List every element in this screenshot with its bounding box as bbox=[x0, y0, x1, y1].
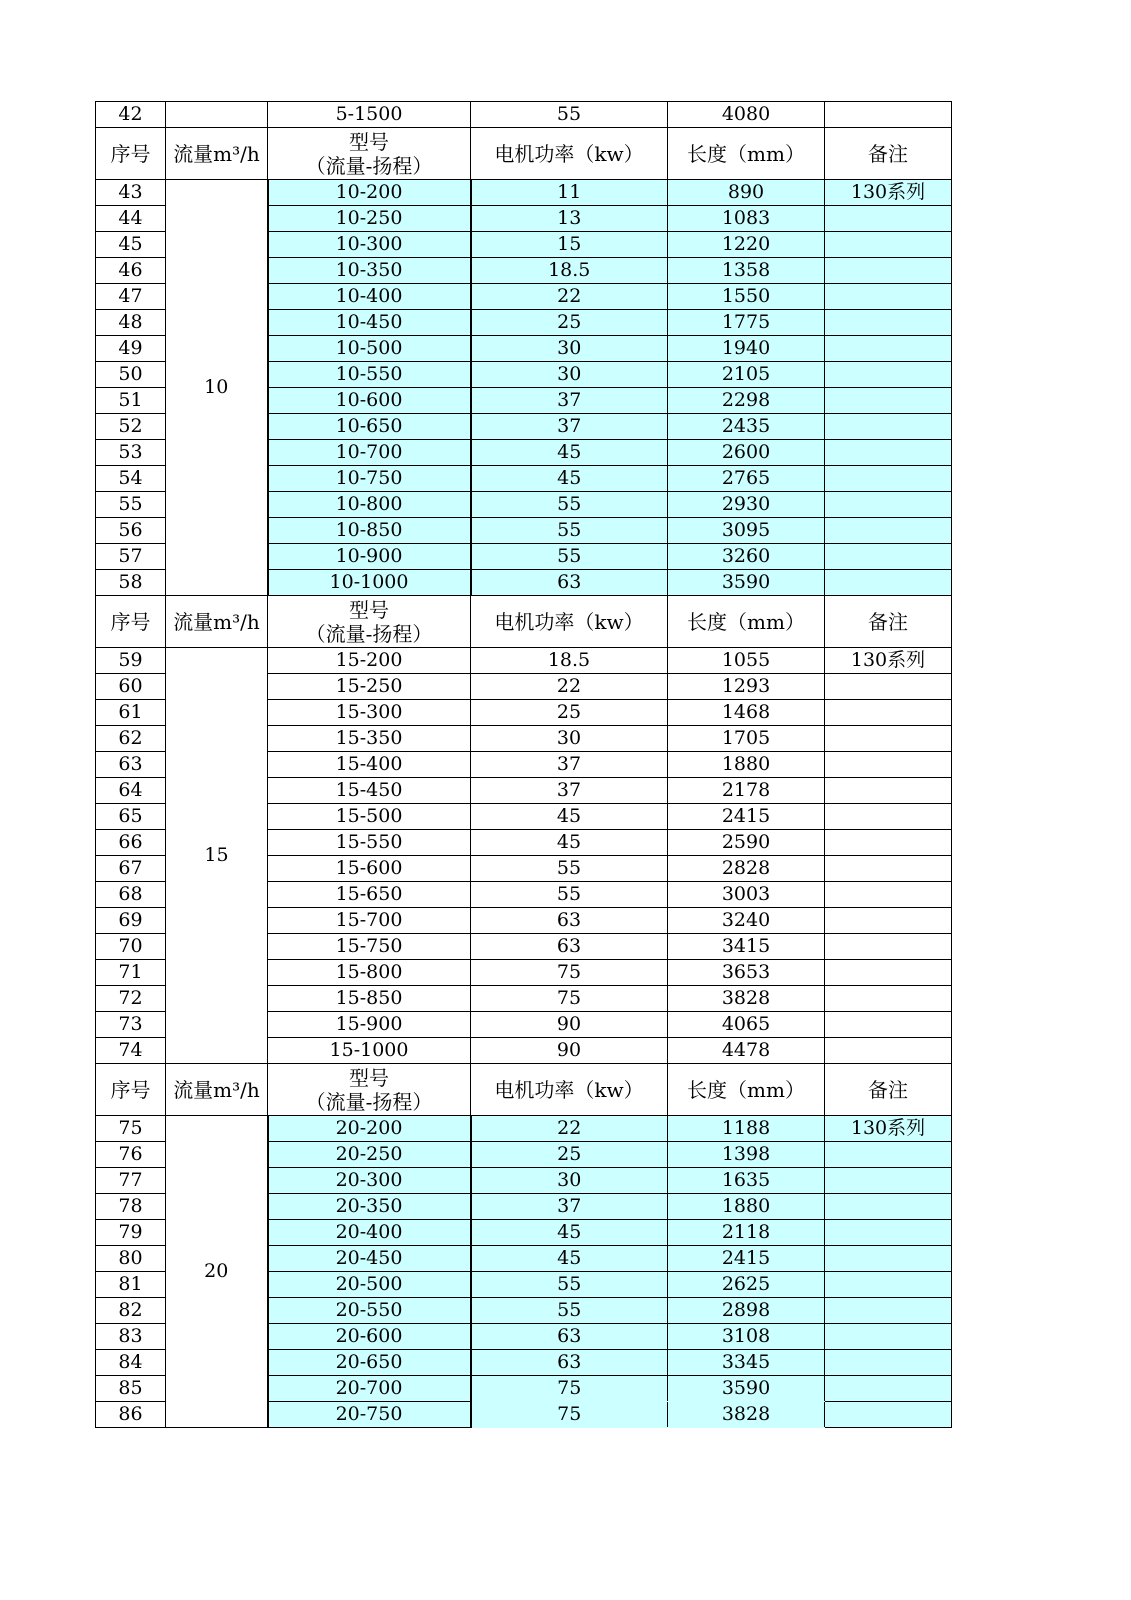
seq-cell: 52 bbox=[96, 414, 166, 440]
model-cell: 10-750 bbox=[268, 466, 471, 492]
seq-cell: 51 bbox=[96, 388, 166, 414]
power-cell: 55 bbox=[471, 856, 668, 882]
note-cell bbox=[825, 1168, 952, 1194]
length-cell: 2105 bbox=[668, 362, 825, 388]
seq-cell: 56 bbox=[96, 518, 166, 544]
note-cell bbox=[825, 492, 952, 518]
table-row bbox=[96, 102, 952, 128]
note-cell bbox=[825, 778, 952, 804]
header-model bbox=[268, 128, 471, 180]
header-model-line1: 型号 bbox=[349, 129, 389, 154]
model-cell: 20-650 bbox=[268, 1350, 471, 1376]
power-cell: 75 bbox=[471, 1402, 668, 1428]
model-cell: 10-850 bbox=[268, 518, 471, 544]
length-cell: 2930 bbox=[668, 492, 825, 518]
power-cell: 45 bbox=[471, 804, 668, 830]
power-cell: 37 bbox=[471, 388, 668, 414]
power-cell: 22 bbox=[471, 284, 668, 310]
length-cell: 2765 bbox=[668, 466, 825, 492]
seq-cell: 48 bbox=[96, 310, 166, 336]
header-seq: 序号 bbox=[96, 596, 166, 648]
model-cell: 20-550 bbox=[268, 1298, 471, 1324]
length-cell: 4065 bbox=[668, 1012, 825, 1038]
model-cell: 20-400 bbox=[268, 1220, 471, 1246]
header-model bbox=[268, 596, 471, 648]
length-cell: 3590 bbox=[668, 570, 825, 596]
power-cell: 37 bbox=[471, 752, 668, 778]
power-cell: 37 bbox=[471, 414, 668, 440]
flow-cell: 10 bbox=[166, 180, 268, 596]
power-cell: 18.5 bbox=[471, 648, 668, 674]
table-row bbox=[96, 180, 952, 206]
note-cell bbox=[825, 1350, 952, 1376]
seq-cell: 61 bbox=[96, 700, 166, 726]
model-cell: 15-500 bbox=[268, 804, 471, 830]
model-cell: 20-600 bbox=[268, 1324, 471, 1350]
note-cell bbox=[825, 1038, 952, 1064]
header-row bbox=[96, 1064, 952, 1116]
note-cell bbox=[825, 726, 952, 752]
seq-cell: 85 bbox=[96, 1376, 166, 1402]
length-cell: 2590 bbox=[668, 830, 825, 856]
seq-cell: 59 bbox=[96, 648, 166, 674]
length-cell: 3260 bbox=[668, 544, 825, 570]
length-cell: 3415 bbox=[668, 934, 825, 960]
seq-cell: 54 bbox=[96, 466, 166, 492]
model-cell: 15-850 bbox=[268, 986, 471, 1012]
flow-cell: 15 bbox=[166, 648, 268, 1064]
note-cell bbox=[825, 1298, 952, 1324]
model-cell: 15-900 bbox=[268, 1012, 471, 1038]
model-cell: 15-700 bbox=[268, 908, 471, 934]
seq-cell: 60 bbox=[96, 674, 166, 700]
model-cell: 15-350 bbox=[268, 726, 471, 752]
header-flow: 流量m³/h bbox=[166, 1064, 268, 1116]
header-power: 电机功率（kw） bbox=[471, 596, 668, 648]
note-cell bbox=[825, 830, 952, 856]
note-cell bbox=[825, 1324, 952, 1350]
power-cell: 25 bbox=[471, 700, 668, 726]
header-model-line1: 型号 bbox=[349, 597, 389, 622]
length-cell: 3240 bbox=[668, 908, 825, 934]
length-cell: 1705 bbox=[668, 726, 825, 752]
model-cell: 20-700 bbox=[268, 1376, 471, 1402]
length-cell: 1358 bbox=[668, 258, 825, 284]
seq-cell: 53 bbox=[96, 440, 166, 466]
header-flow: 流量m³/h bbox=[166, 596, 268, 648]
model-cell: 15-200 bbox=[268, 648, 471, 674]
power-cell: 22 bbox=[471, 1116, 668, 1142]
header-model-line2: （流量-扬程） bbox=[305, 621, 433, 646]
model-cell: 20-500 bbox=[268, 1272, 471, 1298]
seq-cell: 44 bbox=[96, 206, 166, 232]
power-cell: 63 bbox=[471, 570, 668, 596]
model-cell: 10-250 bbox=[268, 206, 471, 232]
power-cell: 90 bbox=[471, 1012, 668, 1038]
seq-cell: 76 bbox=[96, 1142, 166, 1168]
length-cell: 2415 bbox=[668, 804, 825, 830]
note-cell bbox=[825, 908, 952, 934]
length-cell: 1775 bbox=[668, 310, 825, 336]
power-cell: 30 bbox=[471, 726, 668, 752]
seq-cell: 71 bbox=[96, 960, 166, 986]
length-cell: 1880 bbox=[668, 752, 825, 778]
header-length: 长度（mm） bbox=[668, 596, 825, 648]
header-seq: 序号 bbox=[96, 1064, 166, 1116]
power-cell: 75 bbox=[471, 1376, 668, 1402]
note-cell bbox=[825, 1012, 952, 1038]
seq-cell: 84 bbox=[96, 1350, 166, 1376]
seq-cell: 42 bbox=[96, 102, 166, 128]
note-cell bbox=[825, 362, 952, 388]
header-model-line2: （流量-扬程） bbox=[305, 153, 433, 178]
model-cell: 10-650 bbox=[268, 414, 471, 440]
note-cell bbox=[825, 518, 952, 544]
table-body bbox=[96, 102, 952, 1428]
flow-cell: 20 bbox=[166, 1116, 268, 1428]
seq-cell: 70 bbox=[96, 934, 166, 960]
note-cell bbox=[825, 1220, 952, 1246]
power-cell: 55 bbox=[471, 882, 668, 908]
table-row bbox=[96, 1116, 952, 1142]
length-cell: 3828 bbox=[668, 986, 825, 1012]
seq-cell: 58 bbox=[96, 570, 166, 596]
seq-cell: 80 bbox=[96, 1246, 166, 1272]
model-cell: 10-450 bbox=[268, 310, 471, 336]
header-power: 电机功率（kw） bbox=[471, 1064, 668, 1116]
power-cell: 15 bbox=[471, 232, 668, 258]
power-cell: 75 bbox=[471, 960, 668, 986]
power-cell: 22 bbox=[471, 674, 668, 700]
seq-cell: 82 bbox=[96, 1298, 166, 1324]
power-cell: 18.5 bbox=[471, 258, 668, 284]
model-cell: 5-1500 bbox=[268, 102, 471, 128]
power-cell: 90 bbox=[471, 1038, 668, 1064]
length-cell: 4080 bbox=[668, 102, 825, 128]
note-cell: 130系列 bbox=[825, 180, 952, 206]
power-cell: 25 bbox=[471, 310, 668, 336]
power-cell: 30 bbox=[471, 336, 668, 362]
model-cell: 15-550 bbox=[268, 830, 471, 856]
power-cell: 25 bbox=[471, 1142, 668, 1168]
length-cell: 1550 bbox=[668, 284, 825, 310]
model-cell: 15-450 bbox=[268, 778, 471, 804]
seq-cell: 45 bbox=[96, 232, 166, 258]
power-cell: 45 bbox=[471, 1220, 668, 1246]
note-cell bbox=[825, 752, 952, 778]
model-cell: 20-300 bbox=[268, 1168, 471, 1194]
seq-cell: 73 bbox=[96, 1012, 166, 1038]
power-cell: 55 bbox=[471, 544, 668, 570]
model-cell: 10-600 bbox=[268, 388, 471, 414]
note-cell bbox=[825, 440, 952, 466]
note-cell bbox=[825, 674, 952, 700]
power-cell: 37 bbox=[471, 1194, 668, 1220]
length-cell: 1398 bbox=[668, 1142, 825, 1168]
power-cell: 55 bbox=[471, 492, 668, 518]
seq-cell: 46 bbox=[96, 258, 166, 284]
seq-cell: 74 bbox=[96, 1038, 166, 1064]
header-power: 电机功率（kw） bbox=[471, 128, 668, 180]
power-cell: 45 bbox=[471, 440, 668, 466]
header-length: 长度（mm） bbox=[668, 128, 825, 180]
note-cell bbox=[825, 986, 952, 1012]
note-cell bbox=[825, 284, 952, 310]
length-cell: 2298 bbox=[668, 388, 825, 414]
length-cell: 890 bbox=[668, 180, 825, 206]
length-cell: 1468 bbox=[668, 700, 825, 726]
model-cell: 10-500 bbox=[268, 336, 471, 362]
model-cell: 10-300 bbox=[268, 232, 471, 258]
model-cell: 10-550 bbox=[268, 362, 471, 388]
note-cell bbox=[825, 804, 952, 830]
note-cell bbox=[825, 206, 952, 232]
power-cell: 11 bbox=[471, 180, 668, 206]
power-cell: 63 bbox=[471, 1324, 668, 1350]
header-note: 备注 bbox=[825, 1064, 952, 1116]
model-cell: 10-350 bbox=[268, 258, 471, 284]
header-model bbox=[268, 1064, 471, 1116]
note-cell bbox=[825, 1194, 952, 1220]
model-cell: 10-1000 bbox=[268, 570, 471, 596]
length-cell: 3108 bbox=[668, 1324, 825, 1350]
model-cell: 15-1000 bbox=[268, 1038, 471, 1064]
model-cell: 20-750 bbox=[268, 1402, 471, 1428]
seq-cell: 81 bbox=[96, 1272, 166, 1298]
length-cell: 3095 bbox=[668, 518, 825, 544]
model-cell: 10-700 bbox=[268, 440, 471, 466]
header-length: 长度（mm） bbox=[668, 1064, 825, 1116]
power-cell: 55 bbox=[471, 518, 668, 544]
seq-cell: 62 bbox=[96, 726, 166, 752]
pump-spec-table bbox=[95, 101, 952, 1428]
model-cell: 20-450 bbox=[268, 1246, 471, 1272]
model-cell: 20-200 bbox=[268, 1116, 471, 1142]
length-cell: 3003 bbox=[668, 882, 825, 908]
power-cell: 45 bbox=[471, 466, 668, 492]
length-cell: 3653 bbox=[668, 960, 825, 986]
length-cell: 1220 bbox=[668, 232, 825, 258]
model-cell: 10-900 bbox=[268, 544, 471, 570]
seq-cell: 75 bbox=[96, 1116, 166, 1142]
length-cell: 2415 bbox=[668, 1246, 825, 1272]
seq-cell: 77 bbox=[96, 1168, 166, 1194]
note-cell bbox=[825, 466, 952, 492]
header-note: 备注 bbox=[825, 128, 952, 180]
model-cell: 15-650 bbox=[268, 882, 471, 908]
length-cell: 2118 bbox=[668, 1220, 825, 1246]
note-cell bbox=[825, 960, 952, 986]
seq-cell: 83 bbox=[96, 1324, 166, 1350]
seq-cell: 86 bbox=[96, 1402, 166, 1428]
note-cell bbox=[825, 544, 952, 570]
seq-cell: 65 bbox=[96, 804, 166, 830]
header-seq: 序号 bbox=[96, 128, 166, 180]
length-cell: 1940 bbox=[668, 336, 825, 362]
seq-cell: 67 bbox=[96, 856, 166, 882]
header-row bbox=[96, 128, 952, 180]
power-cell: 55 bbox=[471, 1272, 668, 1298]
seq-cell: 55 bbox=[96, 492, 166, 518]
note-cell bbox=[825, 934, 952, 960]
model-cell: 15-250 bbox=[268, 674, 471, 700]
seq-cell: 49 bbox=[96, 336, 166, 362]
note-cell: 130系列 bbox=[825, 648, 952, 674]
seq-cell: 66 bbox=[96, 830, 166, 856]
length-cell: 1055 bbox=[668, 648, 825, 674]
header-model-line1: 型号 bbox=[349, 1065, 389, 1090]
model-cell: 20-350 bbox=[268, 1194, 471, 1220]
model-cell: 15-300 bbox=[268, 700, 471, 726]
note-cell bbox=[825, 882, 952, 908]
length-cell: 3590 bbox=[668, 1376, 825, 1402]
power-cell: 55 bbox=[471, 102, 668, 128]
header-note: 备注 bbox=[825, 596, 952, 648]
length-cell: 1083 bbox=[668, 206, 825, 232]
note-cell bbox=[825, 414, 952, 440]
model-cell: 15-800 bbox=[268, 960, 471, 986]
note-cell bbox=[825, 1272, 952, 1298]
note-cell bbox=[825, 1246, 952, 1272]
seq-cell: 57 bbox=[96, 544, 166, 570]
seq-cell: 79 bbox=[96, 1220, 166, 1246]
length-cell: 3828 bbox=[668, 1402, 825, 1428]
note-cell bbox=[825, 700, 952, 726]
length-cell: 2625 bbox=[668, 1272, 825, 1298]
seq-cell: 64 bbox=[96, 778, 166, 804]
length-cell: 1293 bbox=[668, 674, 825, 700]
note-cell bbox=[825, 388, 952, 414]
length-cell: 2898 bbox=[668, 1298, 825, 1324]
length-cell: 2828 bbox=[668, 856, 825, 882]
model-cell: 15-600 bbox=[268, 856, 471, 882]
power-cell: 63 bbox=[471, 1350, 668, 1376]
note-cell bbox=[825, 1142, 952, 1168]
seq-cell: 69 bbox=[96, 908, 166, 934]
note-cell bbox=[825, 336, 952, 362]
power-cell: 30 bbox=[471, 1168, 668, 1194]
seq-cell: 72 bbox=[96, 986, 166, 1012]
note-cell bbox=[825, 856, 952, 882]
note-cell bbox=[825, 310, 952, 336]
header-flow: 流量m³/h bbox=[166, 128, 268, 180]
seq-cell: 63 bbox=[96, 752, 166, 778]
header-model-line2: （流量-扬程） bbox=[305, 1089, 433, 1114]
model-cell: 15-750 bbox=[268, 934, 471, 960]
power-cell: 75 bbox=[471, 986, 668, 1012]
note-cell bbox=[825, 1376, 952, 1402]
seq-cell: 68 bbox=[96, 882, 166, 908]
note-cell: 130系列 bbox=[825, 1116, 952, 1142]
power-cell: 45 bbox=[471, 830, 668, 856]
note-cell bbox=[825, 258, 952, 284]
header-row bbox=[96, 596, 952, 648]
model-cell: 10-200 bbox=[268, 180, 471, 206]
power-cell: 45 bbox=[471, 1246, 668, 1272]
length-cell: 1188 bbox=[668, 1116, 825, 1142]
model-cell: 15-400 bbox=[268, 752, 471, 778]
length-cell: 4478 bbox=[668, 1038, 825, 1064]
length-cell: 2435 bbox=[668, 414, 825, 440]
seq-cell: 43 bbox=[96, 180, 166, 206]
seq-cell: 78 bbox=[96, 1194, 166, 1220]
length-cell: 1880 bbox=[668, 1194, 825, 1220]
length-cell: 3345 bbox=[668, 1350, 825, 1376]
power-cell: 13 bbox=[471, 206, 668, 232]
power-cell: 63 bbox=[471, 908, 668, 934]
model-cell: 20-250 bbox=[268, 1142, 471, 1168]
power-cell: 37 bbox=[471, 778, 668, 804]
seq-cell: 47 bbox=[96, 284, 166, 310]
length-cell: 2178 bbox=[668, 778, 825, 804]
note-cell bbox=[825, 570, 952, 596]
length-cell: 2600 bbox=[668, 440, 825, 466]
power-cell: 63 bbox=[471, 934, 668, 960]
seq-cell: 50 bbox=[96, 362, 166, 388]
note-cell bbox=[825, 1402, 952, 1428]
note-cell bbox=[825, 102, 952, 128]
model-cell: 10-400 bbox=[268, 284, 471, 310]
flow-cell bbox=[166, 102, 268, 128]
power-cell: 30 bbox=[471, 362, 668, 388]
note-cell bbox=[825, 232, 952, 258]
model-cell: 10-800 bbox=[268, 492, 471, 518]
power-cell: 55 bbox=[471, 1298, 668, 1324]
length-cell: 1635 bbox=[668, 1168, 825, 1194]
table-row bbox=[96, 648, 952, 674]
